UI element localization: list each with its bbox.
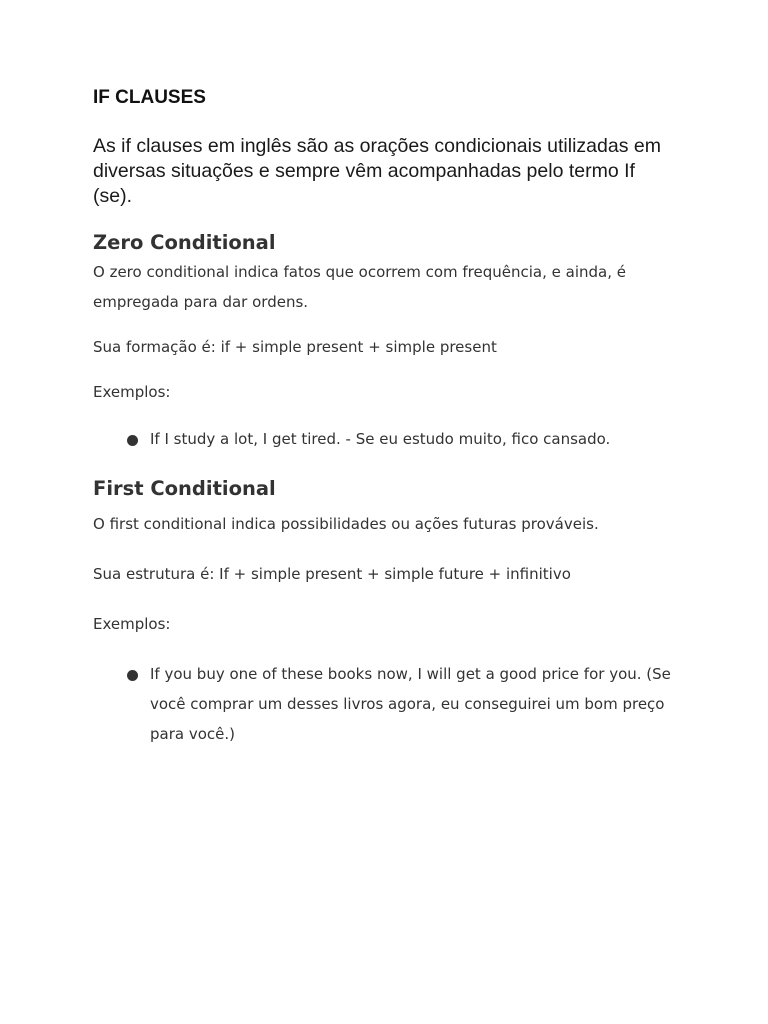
document-page bbox=[93, 86, 673, 749]
zero-conditional-examples-list bbox=[93, 424, 673, 454]
zero-conditional-formation: Sua formação é: if + simple present + simple present bbox=[93, 338, 497, 356]
bullet-icon bbox=[127, 670, 138, 681]
list-item bbox=[127, 659, 673, 749]
list-item bbox=[127, 424, 673, 454]
zero-conditional-examples-label: Exemplos: bbox=[93, 383, 171, 401]
first-conditional-examples-list bbox=[93, 659, 673, 749]
first-conditional-examples-label: Exemplos: bbox=[93, 615, 171, 633]
zero-conditional-heading: Zero Conditional bbox=[93, 231, 276, 254]
bullet-icon bbox=[127, 435, 138, 446]
first-conditional-structure: Sua estrutura é: If + simple present + simple future + infinitivo bbox=[93, 565, 571, 583]
intro-paragraph: As if clauses em inglês são as orações condicionais utilizadas em diversas situações e sempre vêm acompanhadas pelo termo If (se). bbox=[93, 135, 661, 207]
first-conditional-description: O first conditional indica possibilidades ou ações futuras prováveis. bbox=[93, 515, 599, 533]
example-text: If you buy one of these books now, I will get a good price for you. (Se você comprar um desses livros agora, eu conseguirei um bom preço para você.) bbox=[150, 665, 671, 743]
document-title: IF CLAUSES bbox=[93, 87, 206, 108]
zero-conditional-description: O zero conditional indica fatos que ocorrem com frequência, e ainda, é empregada para dar ordens. bbox=[93, 263, 626, 311]
first-conditional-heading: First Conditional bbox=[93, 477, 276, 500]
example-text: If I study a lot, I get tired. - Se eu estudo muito, fico cansado. bbox=[150, 430, 611, 448]
